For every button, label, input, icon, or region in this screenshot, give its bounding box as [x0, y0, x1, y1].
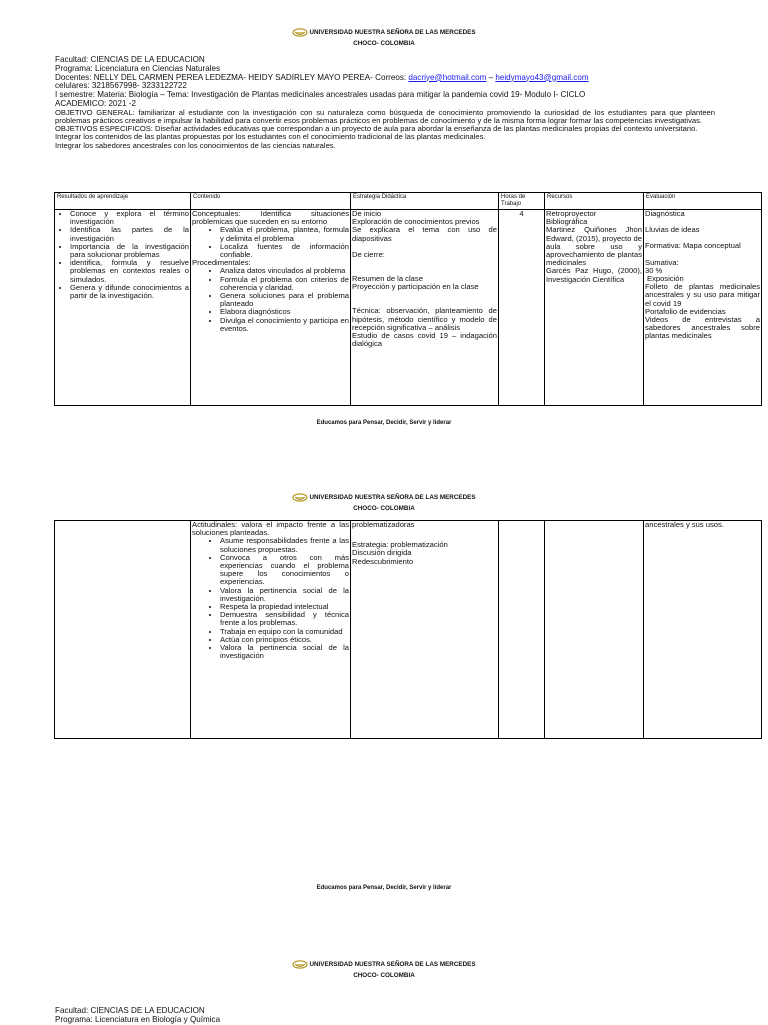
estrategia-cont: problematizadoras	[352, 520, 415, 529]
eval-exposicion: Exposición	[647, 274, 684, 284]
recurso-4: Garcés Paz Hugo, (2000), Investigación Científica	[546, 266, 642, 284]
integrar-text-2: Integrar los sabedores ancestrales con los conocimientos de las ciencias naturales.	[55, 141, 336, 150]
objetivos-especificos: OBJETIVOS ESPECIFICOS: Diseñar actividades educativas que correspondan a un proyecto de aula para abordar la enseñanza de las plantas medicinales propias del contexto universitario.	[55, 125, 698, 134]
actitudinales-list	[192, 537, 349, 660]
estrategia-resumen: Resumen de la clase	[352, 274, 423, 284]
email-separator: –	[486, 73, 496, 82]
facultad-text: Facultad: CIENCIAS DE LA EDUCACION	[55, 1007, 205, 1015]
eval-folleto: Folleto de plantas medicinales ancestrales y su uso para mitigar el covid 19	[645, 282, 760, 308]
eval-porcentaje: 30 %	[645, 265, 663, 275]
table-row	[55, 210, 762, 406]
university-logo-icon	[292, 960, 308, 969]
plan-table-continued	[54, 520, 762, 739]
eval-diagnostica: Diagnóstica	[645, 209, 685, 218]
evaluacion-cell	[644, 210, 762, 406]
list-item: • Respeta la propiedad intelectual	[220, 603, 349, 611]
list-item: • Analiza datos vinculados al problema	[220, 267, 349, 275]
estrategia-cell	[351, 210, 499, 406]
estrategia-tecnica: Técnica: observación, planteamiento de hipótesis, método científico y modelo de recepción significativa – análisis	[352, 306, 497, 332]
list-item: • Asume responsabilidades frente a las soluciones propuestas.	[220, 537, 349, 553]
horas-cell	[499, 210, 545, 406]
estrategia-cell-cont	[351, 521, 499, 739]
evaluacion-cell-cont	[644, 521, 762, 739]
semestre-text: I semestre: Materia: Biología – Tema: Investigación de Plantas medicinales ancestrales usadas para mitigar la pandemia covid 19- Modulo I- CICLO	[55, 91, 586, 100]
page1-footer: Educamos para Pensar, Decidir, Servir y liderar	[316, 420, 452, 426]
eval-lluvias: Lluvias de ideas	[645, 225, 700, 235]
estrategia-redescubrimiento: Redescubrimiento	[352, 556, 414, 566]
course-info	[55, 56, 715, 150]
list-item: • Identifica las partes de la investigación	[70, 226, 189, 242]
list-item: • Genera y difunde conocimientos a partir de la investigación.	[70, 284, 189, 300]
header-resultados: Resultados de aprendizaje	[55, 193, 191, 210]
page2-header	[0, 493, 768, 513]
page3-header	[0, 960, 768, 980]
list-item: • Formula el problema con criterios de coherencia y claridad.	[220, 276, 349, 292]
list-item: • Valora la pertinencia social de la investigación.	[220, 587, 349, 603]
list-item: • Evalúa el problema, plantea, formula y delimita el problema	[220, 226, 349, 242]
university-location: CHOCO- COLOMBIA	[353, 40, 415, 47]
integrar-text-1: Integrar los contenidos de las plantas propuestas por los estudiantes con el conocimiento tradicional de las plantas medicinales.	[55, 133, 486, 142]
university-location: CHOCO- COLOMBIA	[353, 505, 415, 512]
university-logo-icon	[292, 28, 308, 37]
header-evaluacion: Evaluación	[644, 193, 762, 210]
list-item: • Demuestra sensibilidad y técnica frente a los problemas.	[220, 611, 349, 627]
list-item: • Conoce y explora el término investigación	[70, 210, 189, 226]
estrategia-estudio: Estudio de casos covid 19 – indagación dialógica	[352, 331, 497, 349]
evaluacion-cont: ancestrales y sus usos.	[645, 520, 724, 529]
resultados-cell-empty	[55, 521, 191, 739]
university-name: UNIVERSIDAD NUESTRA SEÑORA DE LAS MERCEDES	[309, 960, 476, 968]
facultad-text: Facultad: CIENCIAS DE LA EDUCACION	[55, 56, 205, 64]
programa-text: Programa: Licenciatura en Biología y Química	[55, 1015, 221, 1024]
university-logo-icon	[292, 493, 308, 502]
estrategia-proyeccion: Proyección y participación en la clase	[352, 282, 479, 292]
objetivo-general: OBJETIVO GENERAL: familiarizar al estudiante con la investigación con su naturaleza como búsqueda de conocimiento promoviendo la curiosidad de los estudiantes para que planteen problemas prácticos creativos e impulsar la habilidad para convertir esos problemas prácticos en problemas de conocimiento y de la misma forma lograr formar las competencias investigativas.	[55, 108, 715, 125]
recurso-2: Bibliográfica	[546, 217, 588, 227]
horas-value: 4	[519, 209, 524, 218]
list-item: • Actúa con principios éticos.	[220, 636, 349, 644]
eval-formativa: Formativa: Mapa conceptual	[645, 241, 741, 251]
university-name: UNIVERSIDAD NUESTRA SEÑORA DE LAS MERCEDES	[309, 28, 476, 36]
estrategia-inicio: De inicio	[352, 209, 382, 218]
list-item: • Valora la pertinencia social de la investigación	[220, 644, 349, 660]
header-horas: Horas de Trabajo	[499, 193, 545, 210]
email-link-1[interactable]: dacriye@hotmail.com	[408, 73, 487, 82]
horas-cell-empty	[499, 521, 545, 739]
table-header-row	[55, 193, 762, 210]
list-item: • Trabaja en equipo con la comunidad	[220, 628, 349, 636]
eval-videos: Videos de entrevistas a sabedores ancestrales sobre plantas medicinales	[645, 315, 760, 341]
estrategia-exploracion: Exploración de conocimientos previos	[352, 217, 480, 227]
list-item: • Convoca a otros con más experiencias cuando el problema supere los conocimientos o experiencias.	[220, 554, 349, 587]
procedimentales-text: Procedimentales:	[192, 258, 251, 268]
university-name: UNIVERSIDAD NUESTRA SEÑORA DE LAS MERCEDES	[309, 493, 476, 501]
academico-text: ACADEMICO: 2021 -2	[55, 99, 136, 108]
celulares-text: celulares: 3218567998- 3233122722	[55, 82, 187, 91]
eval-sumativa: Sumativa:	[645, 257, 679, 267]
actitudinales-cell	[191, 521, 351, 739]
university-location: CHOCO- COLOMBIA	[353, 972, 415, 979]
recursos-cell	[545, 210, 644, 406]
table-row	[55, 521, 762, 739]
procedimentales-list	[192, 267, 349, 333]
recurso-1: Retroproyector	[546, 209, 597, 218]
page2-footer: Educamos para Pensar, Decidir, Servir y liderar	[316, 885, 452, 891]
docentes-line	[55, 74, 715, 83]
recursos-cell-empty	[545, 521, 644, 739]
header-contenido: Contenido	[191, 193, 351, 210]
header-recursos: Recursos	[545, 193, 644, 210]
programa-text: Programa: Licenciatura en Ciencias Naturales	[55, 64, 221, 73]
email-link-2[interactable]: heidymayo43@gmail.com	[495, 73, 589, 82]
list-item: • Divulga el conocimiento y participa en eventos.	[220, 317, 349, 333]
plan-table	[54, 192, 762, 406]
list-item: • Localiza fuentes de información confiable.	[220, 243, 349, 259]
actitudinales-text: Actitudinales: valora el impacto frente a las soluciones planteadas.	[192, 520, 349, 538]
page1-header	[0, 28, 768, 48]
list-item: • identifica, formula y resuelve problemas en contextos reales o simulados.	[70, 259, 189, 284]
recurso-3: Martinez Quiñones Jhon Edward, (2015), proyecto de aula sobre uso y aprovechamiento de plantas medicinales	[546, 225, 642, 268]
resultados-cell	[55, 210, 191, 406]
estrategia-explicara: Se explicara el tema con uso de diapositivas	[352, 225, 497, 243]
list-item: • Elabora diagnósticos	[220, 308, 349, 316]
page3-info	[55, 1007, 715, 1025]
estrategia-discusion: Discusión dirigida	[352, 548, 412, 558]
conceptuales-text: Conceptuales: Identifica situaciones problemicas que suceden en su entorno	[192, 209, 349, 227]
eval-portafolio: Portafolio de evidencias	[645, 306, 726, 316]
docentes-text: Docentes: NELLY DEL CARMEN PEREA LEDEZMA- HEIDY SADIRLEY MAYO PEREA- Correos:	[55, 73, 409, 82]
estrategia-problematizacion: Estrategia: problematización	[352, 540, 448, 550]
header-estrategia: Estrategia Didáctica	[351, 193, 499, 210]
contenido-cell	[191, 210, 351, 406]
estrategia-cierre: De cierre:	[352, 249, 385, 259]
resultados-list	[56, 210, 189, 300]
conceptuales-list	[192, 226, 349, 259]
list-item: • Importancia de la investigación para solucionar problemas	[70, 243, 189, 259]
list-item: • Genera soluciones para el problema planteado	[220, 292, 349, 308]
